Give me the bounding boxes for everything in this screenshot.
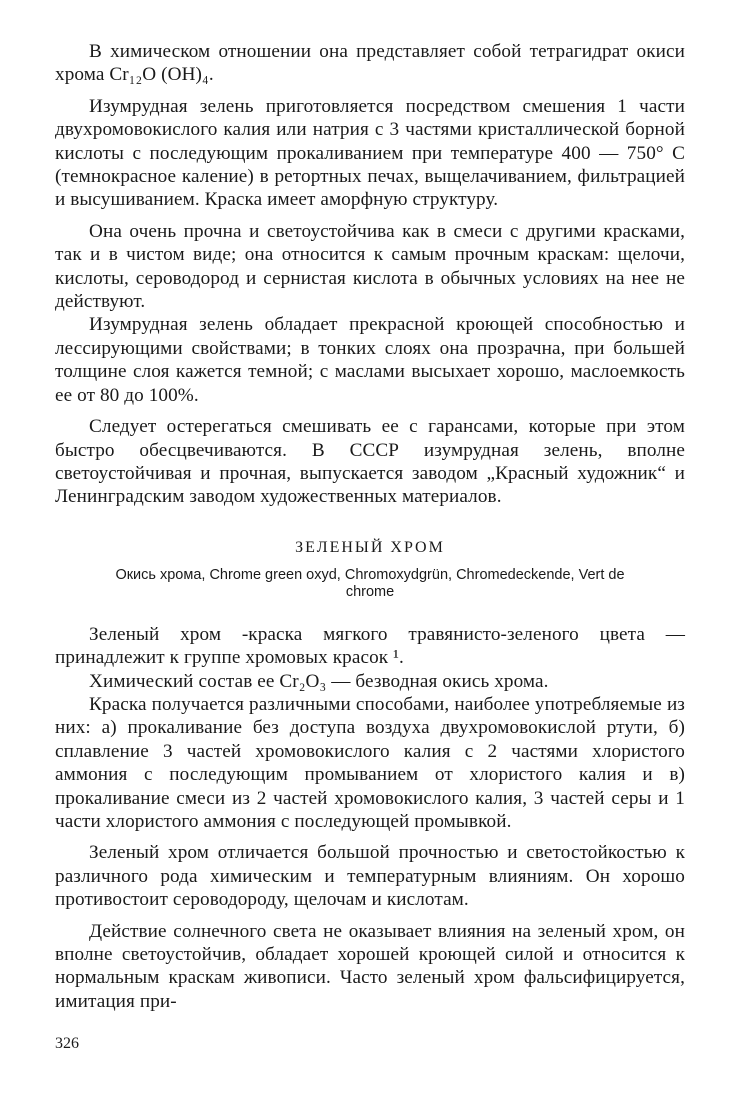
- paragraph: Краска получается различными способами, наиболее употребляемые из них: а) прокаливание без доступа воздуха двухромовокислой ртути, б) сплавление 3 частей хромовокислого калия с 2 частями хлористого аммония с последующим промыванием от хлористого калия и в) прокаливание смеси из 2 частей хромовокислого калия, 3 частей серы и 1 части хлористого аммония с последующей промывкой.: [55, 693, 685, 832]
- paragraph: В химическом отношении она представляет собой тетрагидрат окиси хрома Cr₁₂O (OH)₄.: [55, 41, 685, 86]
- section-synonyms: Окись хрома, Chrome green oxyd, Chromoxydgrün, Chromedeckende, Vert de chrome: [115, 566, 625, 600]
- paragraph: Зеленый хром -краска мягкого травянисто-зеленого цвета — принадлежит к группе хромовых красок ¹.: [55, 623, 685, 669]
- section-heading: ЗЕЛЕНЫЙ ХРОМ: [295, 538, 445, 556]
- page-number: 326: [55, 1035, 79, 1052]
- paragraph: Она очень прочна и светоустойчива как в смеси с другими красками, так и в чистом виде; она относится к самым прочным краскам: щелочи, кислоты, сероводород и сернистая кислота в обычных условиях на нее не действуют.: [55, 220, 685, 313]
- paragraph: Зеленый хром отличается большой прочностью и светостойкостью к различного рода химическим и температурным влияниям. Он хорошо противостоит сероводороду, щелочам и кислотам.: [55, 842, 685, 911]
- paragraph: Изумрудная зелень обладает прекрасной кроющей способностью и лессирующими свойствами; в тонких слоях она прозрачна, при большей толщине слоя кажется темной; с маслами высыхает хорошо, маслоемкость ее от 80 до 100%.: [55, 314, 685, 406]
- paragraph: Изумрудная зелень приготовляется посредством смешения 1 части двухромовокислого калия или натрия с 3 частями кристаллической борной кислоты с последующим прокаливанием при температуре 400 — 750° С (темнокрасное каление) в ретортных печах, выщелачиванием, фильтрацией и высушиванием. Краска имеет аморфную структуру.: [55, 95, 685, 211]
- paragraph: Химический состав ее Cr₂O₃ — безводная окись хрома.: [89, 670, 549, 692]
- paragraph: Следует остерегаться смешивать ее с гарансами, которые при этом быстро обесцвечиваются. В СССР изумрудная зелень, вполне светоустойчивая и прочная, выпускается заводом „Красный художник“ и Ленинградским заводом художественных материалов.: [55, 416, 685, 508]
- paragraph: Действие солнечного света не оказывает влияния на зеленый хром, он вполне светоустойчив, обладает хорошей кроющей силой и относится к нормальным краскам живописи. Часто зеленый хром фальсифицируется, имитация при-: [55, 920, 685, 1012]
- page-body: [55, 40, 685, 1013]
